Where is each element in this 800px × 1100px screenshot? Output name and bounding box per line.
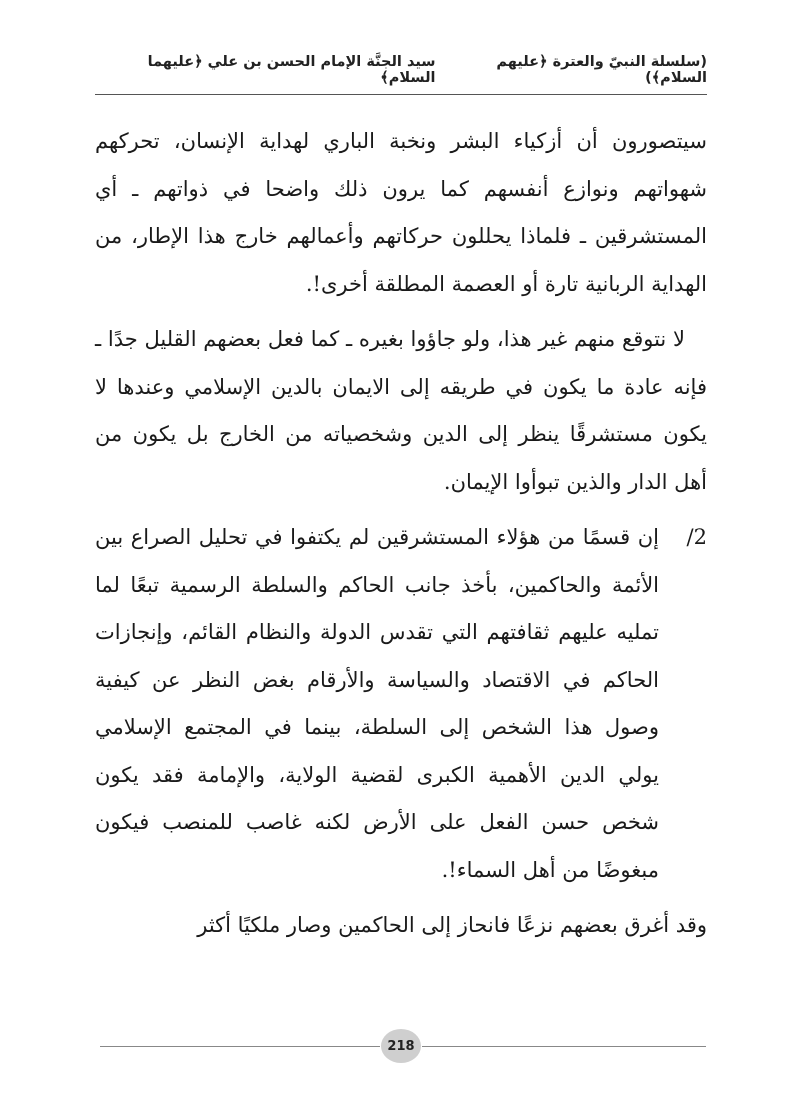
- page-number-badge: [381, 1029, 421, 1063]
- paragraph-2: لا نتوقع منهم غير هذا، ولو جاؤوا بغيره ـ كما فعل بعضهم القليل جدًا ـ فإنه عادة ما يكون في طريقه إلى الايمان بالدين الإسلامي وعندها لا يكون مستشرقًا ينظر إلى الدين وشخصياته من الخارج بل يكون من أهل الدار والذين تبوأوا الإيمان.: [95, 327, 707, 494]
- numbered-item-text: إن قسمًا من هؤلاء المستشرقين لم يكتفوا في تحليل الصراع بين الأئمة والحاكمين، بأخذ جانب الحاكم والسلطة الرسمية تبعًا لما تمليه عليهم ثقافتهم التي تقدس الدولة والنظام القائم، وإنجازات الحاكم في الاقتصاد والسياسة والأرقام بغض النظر عن كيفية وصول هذا الشخص إلى السلطة، بينما في المجتمع الإسلامي يولي الدين الأهمية الكبرى لقضية الولاية، والإمامة فقد يكون شخص حسن الفعل على الأرض لكنه غاصب للمنصب فيكون مبغوضًا من أهل السماء!.: [95, 525, 659, 882]
- paragraph-3: وقد أغرق بعضهم نزعًا فانحاز إلى الحاكمين وصار ملكيًا أكثر: [197, 913, 707, 937]
- footer-divider-right: [422, 1046, 706, 1047]
- paragraph-1: سيتصورون أن أزكياء البشر ونخبة الباري لهداية الإنسان، تحركهم شهواتهم ونوازع أنفسهم كما يرون ذلك واضحا في ذواتهم ـ أي المستشرقين ـ فلماذا يحللون حركاتهم وأعمالهم خارج هذا الإطار، من الهداية الربانية تارة أو العصمة المطلقة أخرى!.: [95, 129, 707, 296]
- list-marker: 2/: [686, 525, 707, 549]
- numbered-item-2: [95, 514, 707, 894]
- footer-divider-left: [100, 1046, 380, 1047]
- running-header: [95, 52, 707, 88]
- page-number: 218: [387, 1038, 415, 1054]
- series-title: (سلسلة النبيّ والعترة ﴿عليهم السلام﴾): [496, 54, 707, 86]
- book-title: سيد الجنَّة الإمام الحسن بن علي ﴿عليهما السلام﴾: [147, 54, 436, 86]
- page-body: [95, 118, 707, 958]
- header-divider: [95, 94, 707, 95]
